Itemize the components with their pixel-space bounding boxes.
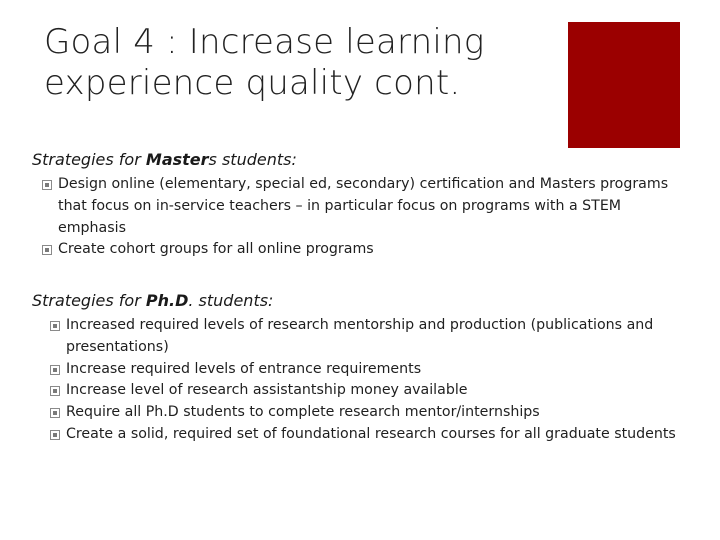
square-bullet-icon: [50, 321, 60, 331]
list-item-text: Create cohort groups for all online programs: [58, 241, 374, 258]
square-bullet-icon: [50, 365, 60, 375]
masters-strategies-list: [32, 174, 692, 261]
accent-block: [568, 22, 680, 148]
list-item: [32, 380, 692, 402]
list-item-text: Increased required levels of research mentorship and production (publications and presentations): [66, 317, 654, 355]
list-item-text: Design online (elementary, special ed, secondary) certification and Masters programs that focus on in-service teachers – in particular focus on programs with a STEM emphasis: [58, 176, 669, 236]
phd-strategies-section: [32, 291, 692, 446]
list-item-text: Increase required levels of entrance requirements: [66, 360, 422, 377]
square-bullet-icon: [50, 430, 60, 440]
phd-heading-suffix: . students:: [188, 291, 274, 310]
square-bullet-icon: [42, 180, 52, 190]
list-item: [32, 239, 692, 261]
masters-heading-prefix: Strategies for: [32, 150, 146, 169]
phd-strategies-heading: [32, 291, 692, 311]
slide-title: [44, 22, 554, 104]
square-bullet-icon: [50, 386, 60, 396]
phd-heading-bold: Ph.D: [145, 291, 189, 310]
square-bullet-icon: [50, 408, 60, 418]
phd-strategies-list: [32, 315, 692, 446]
list-item: [32, 424, 692, 446]
masters-strategies-heading: [32, 150, 692, 170]
masters-strategies-section: [32, 150, 692, 261]
masters-heading-suffix: s students:: [208, 150, 297, 169]
square-bullet-icon: [42, 245, 52, 255]
list-item: [32, 174, 692, 239]
masters-heading-bold: Master: [145, 150, 209, 169]
phd-heading-prefix: Strategies for: [32, 291, 146, 310]
list-item-text: Increase level of research assistantship money available: [66, 382, 468, 399]
slide-title-line-2: experience quality cont.: [44, 63, 461, 103]
list-item-text: Create a solid, required set of foundational research courses for all graduate students: [66, 425, 676, 442]
list-item: [32, 315, 692, 359]
list-item: [32, 402, 692, 424]
list-item: [32, 359, 692, 381]
slide-title-line-1: Goal 4 : Increase learning: [44, 22, 485, 62]
list-item-text: Require all Ph.D students to complete research mentor/internships: [66, 404, 540, 421]
